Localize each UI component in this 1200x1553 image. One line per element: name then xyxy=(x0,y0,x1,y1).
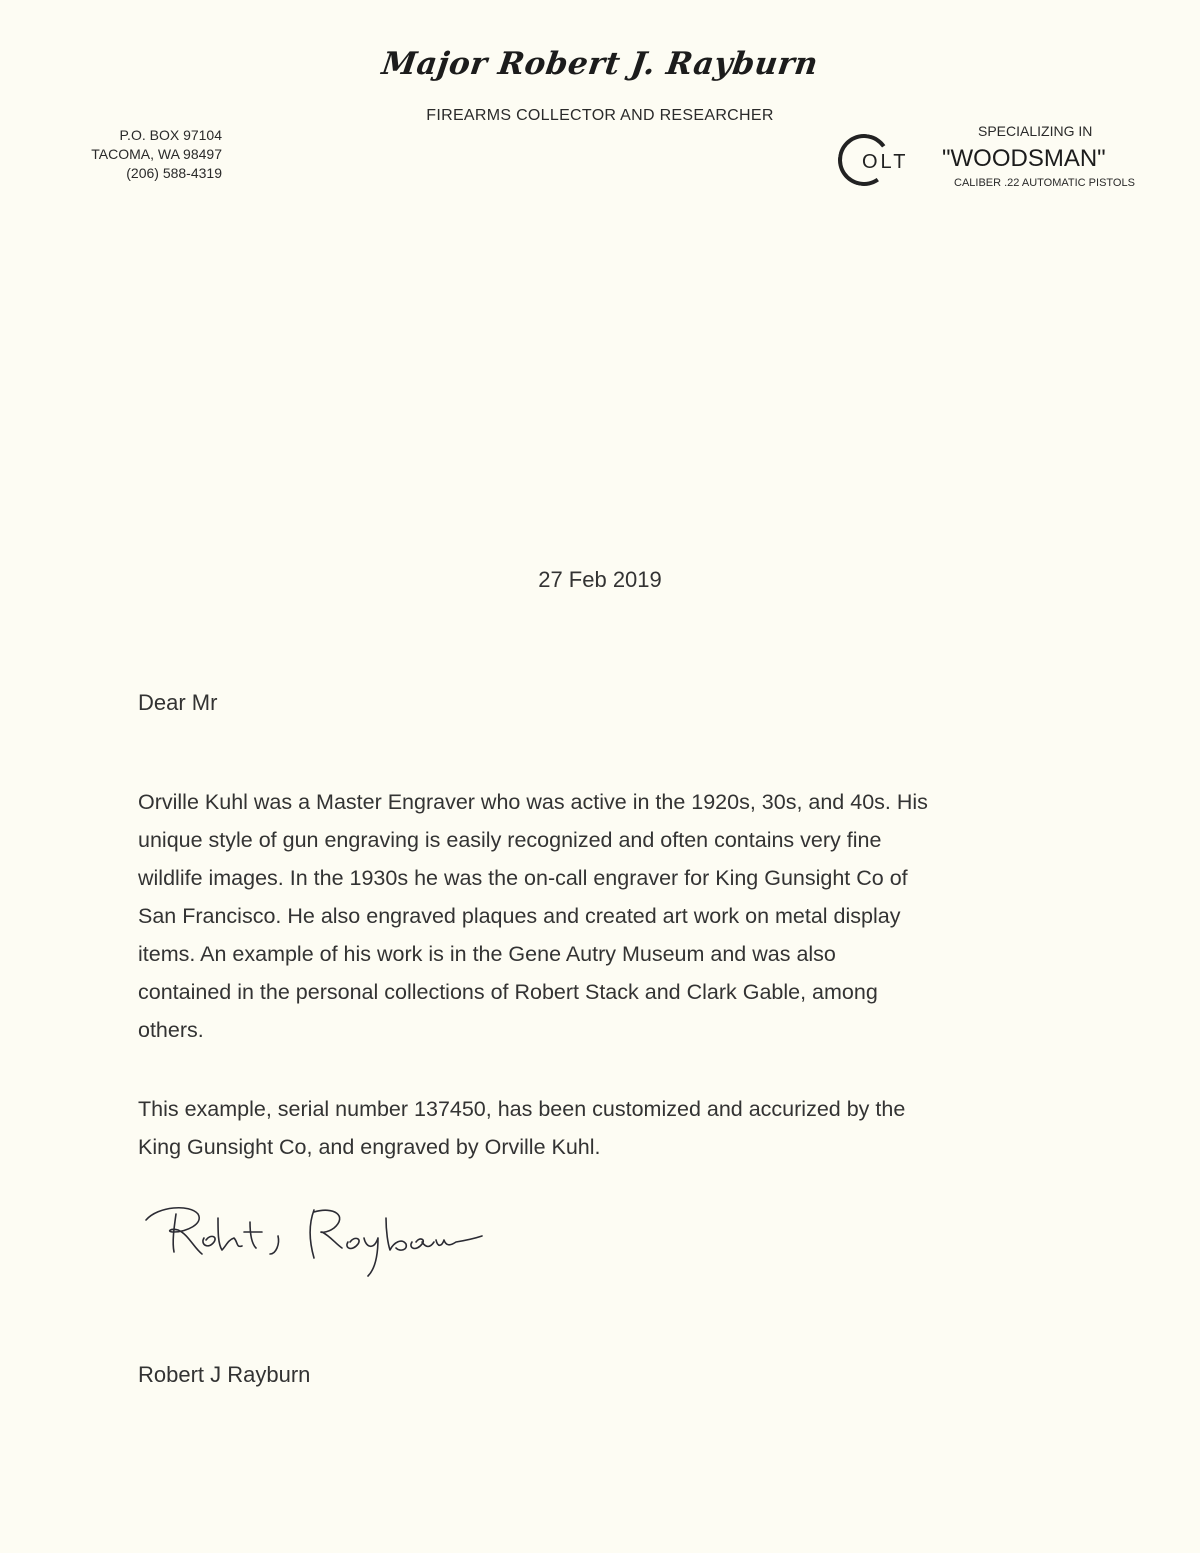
address-phone: (206) 588-4319 xyxy=(126,165,222,181)
paragraph-line: King Gunsight Co, and engraved by Orville Kuhl. xyxy=(138,1135,601,1159)
paragraph-line: items. An example of his work is in the Gene Autry Museum and was also xyxy=(138,942,836,966)
body-paragraph-1 xyxy=(138,783,1038,1049)
colt-logo-text: OLT xyxy=(862,151,909,173)
signer-name: Robert J Rayburn xyxy=(138,1362,311,1387)
letterhead-subtitle: FIREARMS COLLECTOR AND RESEARCHER xyxy=(426,107,774,124)
letterhead-name: Major Robert J. Rayburn xyxy=(379,46,821,82)
letter-date: 27 Feb 2019 xyxy=(538,567,662,592)
paragraph-line: unique style of gun engraving is easily recognized and often contains very fine xyxy=(138,828,882,852)
model-name: "WOODSMAN" xyxy=(942,145,1106,172)
paragraph-line: wildlife images. In the 1930s he was the on-call engraver for King Gunsight Co of xyxy=(138,866,908,890)
paragraph-line: San Francisco. He also engraved plaques and created art work on metal display xyxy=(138,904,901,928)
letterhead-address xyxy=(91,126,222,183)
colt-logo xyxy=(838,134,928,190)
handwritten-signature xyxy=(138,1192,488,1282)
paragraph-line: Orville Kuhl was a Master Engraver who was active in the 1920s, 30s, and 40s. His xyxy=(138,790,928,814)
paragraph-line: contained in the personal collections of Robert Stack and Clark Gable, among xyxy=(138,980,878,1004)
body-paragraph-2 xyxy=(138,1090,1038,1166)
paragraph-line: This example, serial number 137450, has been customized and accurized by the xyxy=(138,1097,906,1121)
paragraph-line: others. xyxy=(138,1018,204,1042)
address-city: TACOMA, WA 98497 xyxy=(91,146,222,162)
address-po-box: P.O. BOX 97104 xyxy=(119,127,222,143)
specializing-label: SPECIALIZING IN xyxy=(978,123,1093,139)
caliber-text: CALIBER .22 AUTOMATIC PISTOLS xyxy=(954,177,1135,189)
salutation: Dear Mr xyxy=(138,690,218,715)
